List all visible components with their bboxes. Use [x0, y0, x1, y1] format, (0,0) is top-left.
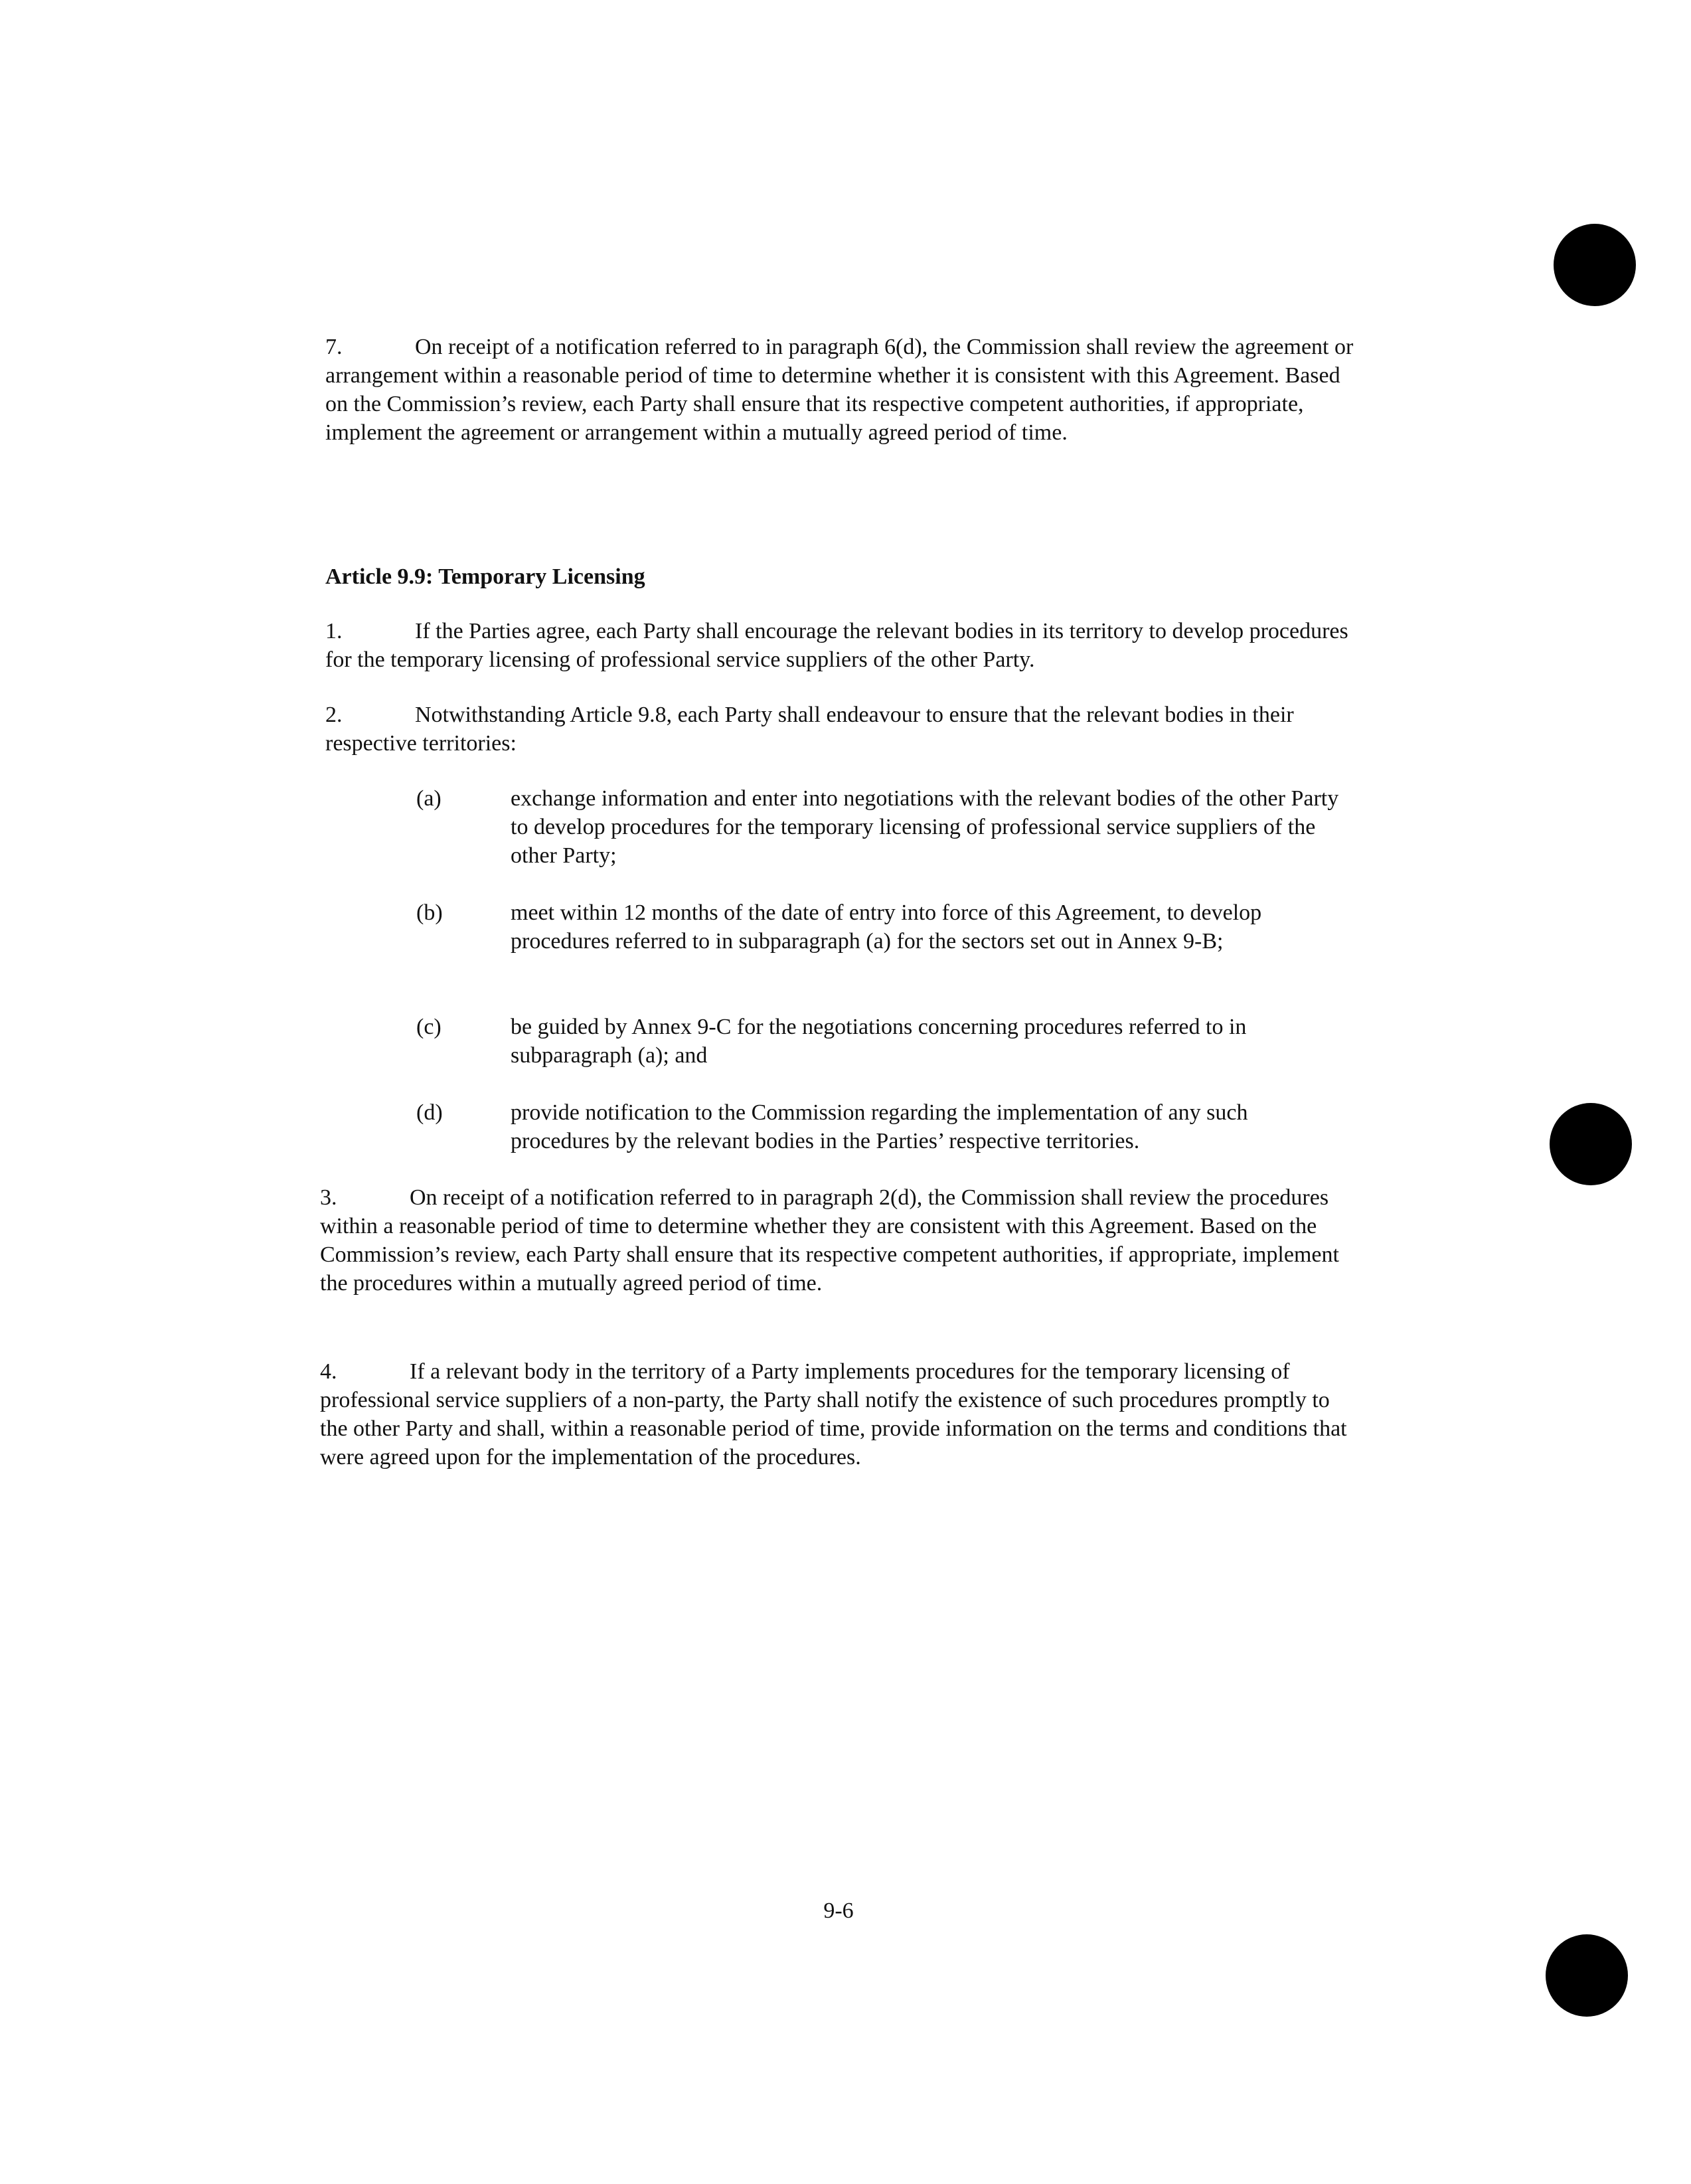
paragraph-text: If the Parties agree, each Party shall encourage the relevant bodies in its territory to develop procedures for the temporary licensing of professional service suppliers of the other Party.: [325, 619, 1348, 672]
paragraph-number: 3.: [320, 1185, 337, 1210]
subparagraph-label: (a): [416, 786, 442, 811]
paragraph-1: [325, 617, 1374, 674]
paragraph-text: If a relevant body in the territory of a Party implements procedures for the temporary licensing of professional service suppliers of a non-party, the Party shall notify the existence of such procedures promptly to the other Party and shall, within a reasonable period of time, provide information on the terms and conditions that were agreed upon for the implementation of the procedures.: [320, 1359, 1347, 1470]
paragraph-2: [325, 701, 1361, 758]
subparagraph-text: be guided by Annex 9-C for the negotiations concerning procedures referred to in subparagraph (a); and: [511, 1015, 1247, 1068]
punch-hole-bottom: [1546, 1934, 1628, 2017]
subparagraph-label: (c): [416, 1015, 442, 1039]
paragraph-number: 4.: [320, 1359, 337, 1384]
paragraph-text: On receipt of a notification referred to in paragraph 2(d), the Commission shall review the procedures within a reasonable period of time to determine whether they are consistent with this Agreement. Based on the Commission’s review, each Party shall ensure that its respective competent authorities, if appropriate, implement the procedures within a mutually agreed period of time.: [320, 1185, 1339, 1296]
paragraph-7: [325, 333, 1361, 447]
paragraph-text: On receipt of a notification referred to in paragraph 6(d), the Commission shall review the agreement or arrangement within a reasonable period of time to determine whether it is consistent with this Agreement. Based on the Commission’s review, each Party shall ensure that its respective competent authorities, if appropriate, implement the agreement or arrangement within a mutually agreed period of time.: [325, 335, 1354, 445]
paragraph-number: 1.: [325, 619, 343, 643]
punch-hole-middle: [1550, 1103, 1632, 1185]
subparagraph-text: provide notification to the Commission regarding the implementation of any such procedures by the relevant bodies in the Parties’ respective territories.: [511, 1100, 1248, 1153]
subparagraph-label: (d): [416, 1100, 443, 1125]
subparagraph-label: (b): [416, 900, 443, 925]
subparagraph-text: exchange information and enter into negotiations with the relevant bodies of the other Party to develop procedures for the temporary licensing of professional service suppliers of the other Party;: [511, 786, 1339, 868]
paragraph-number: 2.: [325, 703, 343, 727]
article-heading: Article 9.9: Temporary Licensing: [325, 564, 645, 589]
punch-hole-top: [1554, 224, 1636, 306]
paragraph-3: [320, 1183, 1362, 1298]
page-number: 9-6: [823, 1898, 854, 1923]
paragraph-text: Notwithstanding Article 9.8, each Party shall endeavour to ensure that the relevant bodies in their respective territories:: [325, 703, 1294, 756]
subparagraph-text: meet within 12 months of the date of entry into force of this Agreement, to develop procedures referred to in subparagraph (a) for the sectors set out in Annex 9-B;: [511, 900, 1262, 954]
paragraph-number: 7.: [325, 335, 343, 359]
paragraph-4: [320, 1357, 1356, 1471]
